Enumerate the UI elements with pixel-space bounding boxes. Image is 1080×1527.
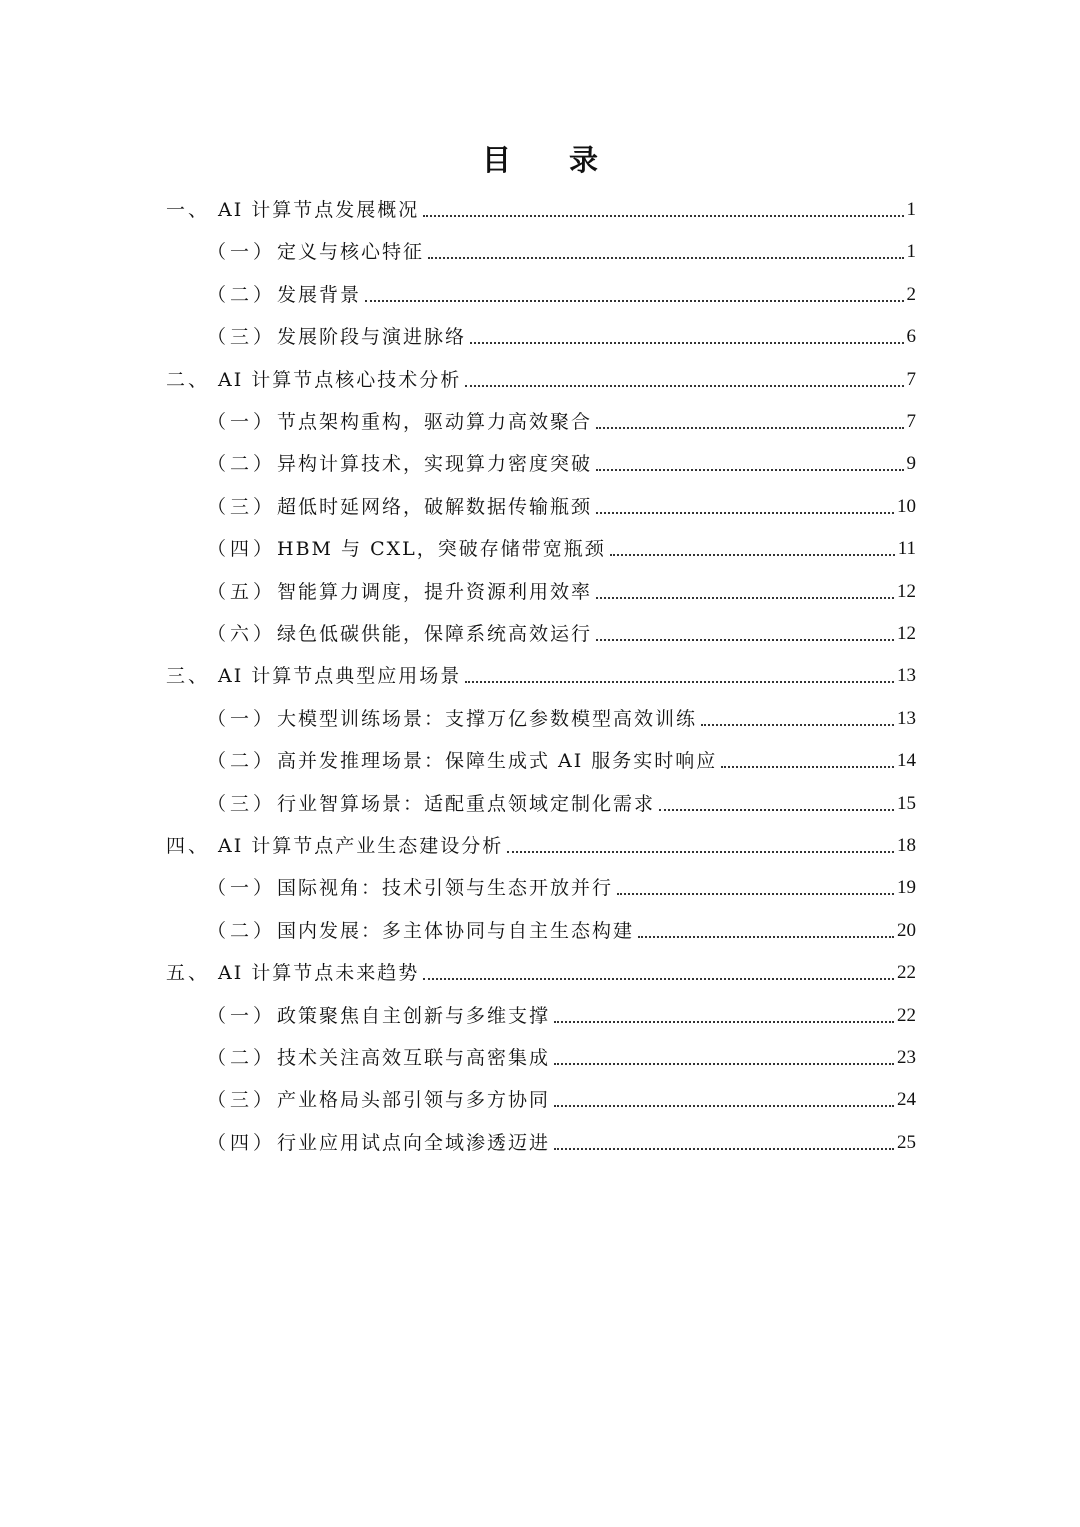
dot-leader [428, 257, 903, 259]
toc-entry-number: （二） [207, 919, 277, 942]
toc-entry-page-number: 1 [906, 241, 916, 263]
toc-section-entry[interactable] [166, 953, 916, 987]
toc-entry-number: （三） [207, 495, 277, 518]
toc-entry-label: 产业格局头部引领与多方协同 [277, 1089, 551, 1112]
toc-entry-number: （一） [207, 877, 277, 900]
toc-subsection-entry[interactable] [207, 614, 916, 648]
toc-section-entry[interactable] [166, 826, 916, 860]
toc-subsection-entry[interactable] [207, 275, 916, 309]
dot-leader [701, 724, 894, 726]
toc-entry-page-number: 19 [897, 877, 916, 899]
page-title: 目 录 [481, 143, 623, 177]
dot-leader [596, 427, 903, 429]
toc-subsection-entry[interactable] [207, 996, 916, 1030]
toc-section-entry[interactable] [166, 656, 916, 690]
toc-subsection-entry[interactable] [207, 784, 916, 818]
toc-entry-page-number: 6 [906, 326, 916, 348]
toc-subsection-entry[interactable] [207, 699, 916, 733]
dot-leader [465, 385, 903, 387]
toc-entry-page-number: 24 [897, 1089, 916, 1111]
toc-entry-number: （一） [207, 707, 277, 730]
toc-entry-label: HBM 与 CXL，突破存储带宽瓶颈 [277, 538, 606, 561]
dot-leader [554, 1105, 894, 1107]
toc-entry-page-number: 12 [897, 623, 916, 644]
toc-entry-number: 三、 [166, 665, 211, 688]
toc-entry-number: （二） [207, 1047, 277, 1069]
toc-entry-number: （二） [207, 453, 277, 476]
dot-leader [596, 639, 894, 641]
toc-entry-number: 二、 [166, 368, 211, 391]
toc-section-entry[interactable] [166, 360, 916, 394]
toc-subsection-entry[interactable] [207, 911, 916, 945]
toc-entry-label: 国际视角：技术引领与生态开放并行 [277, 877, 614, 900]
toc-entry-page-number: 20 [897, 919, 916, 941]
toc-entry-label: 高并发推理场景：保障生成式 AI 服务实时响应 [277, 750, 718, 773]
toc-entry-label: 绿色低碳供能，保障系统高效运行 [277, 623, 593, 645]
toc-subsection-entry[interactable] [207, 487, 916, 521]
toc-entry-number: （四） [207, 1131, 277, 1154]
dot-leader [617, 893, 894, 895]
toc-entry-page-number: 22 [897, 1004, 916, 1026]
toc-section-entry[interactable] [166, 190, 916, 224]
toc-entry-page-number: 1 [906, 199, 916, 220]
toc-entry-number: （三） [207, 326, 277, 349]
toc-entry-label: 大模型训练场景：支撑万亿参数模型高效训练 [277, 707, 698, 730]
toc-subsection-entry[interactable] [207, 1038, 916, 1072]
toc-entry-number: 四、 [166, 835, 211, 857]
toc-entry-label: 定义与核心特征 [277, 241, 425, 264]
toc-entry-label: 异构计算技术，实现算力密度突破 [277, 453, 593, 476]
toc-entry-page-number: 18 [897, 835, 916, 856]
toc-entry-page-number: 14 [897, 750, 916, 772]
toc-entry-label: AI 计算节点未来趋势 [218, 962, 420, 985]
toc-subsection-entry[interactable] [207, 1123, 916, 1157]
dot-leader [610, 554, 895, 556]
toc-entry-page-number: 25 [897, 1131, 916, 1153]
toc-entry-number: （四） [207, 538, 277, 561]
toc-subsection-entry[interactable] [207, 1080, 916, 1114]
toc-entry-page-number: 13 [897, 665, 916, 687]
toc-entry-number: （三） [207, 792, 277, 815]
toc-entry-number: 一、 [166, 199, 211, 221]
toc-entry-page-number: 9 [906, 453, 916, 475]
toc-entry-label: 行业应用试点向全域渗透迈进 [277, 1131, 551, 1154]
dot-leader [659, 809, 894, 811]
toc-entry-number: （一） [207, 241, 277, 264]
dot-leader [423, 215, 903, 217]
toc-entry-label: AI 计算节点产业生态建设分析 [218, 835, 504, 857]
toc-entry-page-number: 11 [897, 538, 916, 560]
toc-entry-label: 节点架构重构，驱动算力高效聚合 [277, 411, 593, 433]
toc-entry-page-number: 23 [897, 1047, 916, 1068]
toc-entry-page-number: 7 [906, 411, 916, 432]
toc-entry-label: 发展背景 [277, 283, 362, 306]
dot-leader [365, 300, 903, 302]
toc-entry-number: （二） [207, 283, 277, 306]
dot-leader [507, 851, 894, 853]
toc-entry-label: 国内发展：多主体协同与自主生态构建 [277, 919, 635, 942]
dot-leader [554, 1063, 894, 1065]
toc-entry-page-number: 12 [897, 580, 916, 602]
toc-subsection-entry[interactable] [207, 444, 916, 478]
toc-entry-page-number: 22 [897, 962, 916, 984]
toc-entry-page-number: 10 [897, 495, 916, 517]
toc-entry-page-number: 7 [906, 368, 916, 390]
toc-subsection-entry[interactable] [207, 402, 916, 436]
toc-subsection-entry[interactable] [207, 317, 916, 351]
dot-leader [554, 1021, 894, 1023]
toc-subsection-entry[interactable] [207, 232, 916, 266]
toc-entry-label: 超低时延网络，破解数据传输瓶颈 [277, 495, 593, 518]
dot-leader [465, 681, 894, 683]
toc-entry-number: （一） [207, 1004, 277, 1027]
dot-leader [554, 1148, 894, 1150]
toc-entry-label: AI 计算节点典型应用场景 [218, 665, 462, 688]
dot-leader [596, 512, 894, 514]
toc-subsection-entry[interactable] [207, 868, 916, 902]
toc-entry-label: 智能算力调度，提升资源利用效率 [277, 580, 593, 603]
toc-entry-number: （三） [207, 1089, 277, 1112]
toc-entry-label: 技术关注高效互联与高密集成 [277, 1047, 551, 1069]
toc-subsection-entry[interactable] [207, 572, 916, 606]
toc-entry-label: 政策聚焦自主创新与多维支撑 [277, 1004, 551, 1027]
toc-entry-number: （六） [207, 623, 277, 645]
toc-entry-number: 五、 [166, 962, 211, 985]
toc-entry-label: 行业智算场景：适配重点领域定制化需求 [277, 792, 656, 815]
toc-subsection-entry[interactable] [207, 529, 916, 563]
dot-leader [721, 766, 894, 768]
toc-entry-number: （二） [207, 750, 277, 773]
toc-entry-label: 发展阶段与演进脉络 [277, 326, 467, 349]
toc-entry-label: AI 计算节点发展概况 [218, 199, 420, 221]
dot-leader [596, 469, 903, 471]
toc-entry-number: （一） [207, 411, 277, 433]
dot-leader [470, 342, 903, 344]
toc-entry-label: AI 计算节点核心技术分析 [218, 368, 462, 391]
toc-entry-page-number: 15 [897, 792, 916, 814]
dot-leader [423, 978, 894, 980]
toc-subsection-entry[interactable] [207, 741, 916, 775]
toc-entry-number: （五） [207, 580, 277, 603]
toc-entry-page-number: 2 [906, 283, 916, 305]
toc-entry-page-number: 13 [897, 707, 916, 729]
dot-leader [638, 936, 894, 938]
dot-leader [596, 597, 894, 599]
